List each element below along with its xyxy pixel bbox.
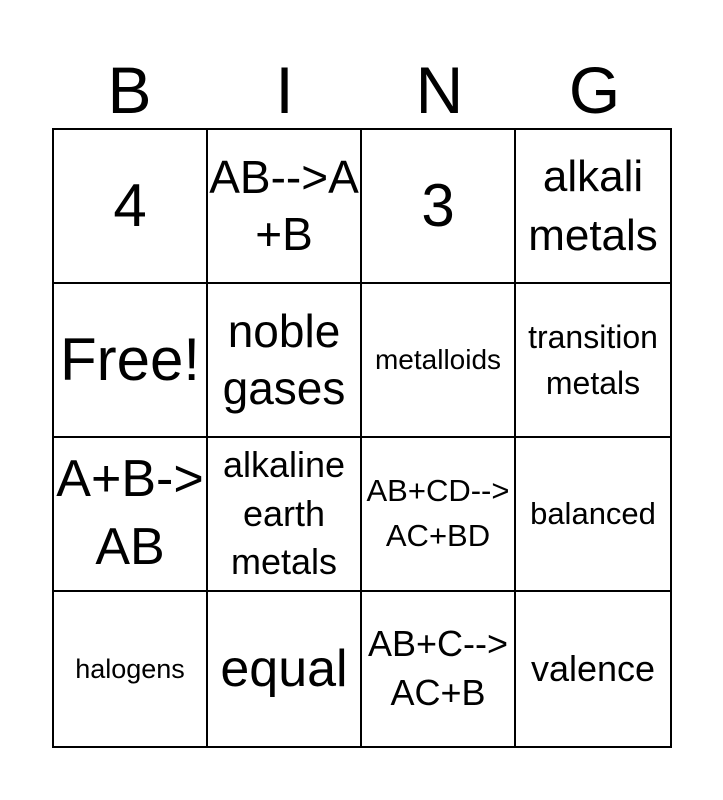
- cell-text: 4: [113, 172, 147, 240]
- bingo-cell-r2c1[interactable]: [54, 284, 208, 438]
- header-letter-g: G: [568, 53, 621, 127]
- cell-text: AB+C-->AC+B: [367, 623, 509, 713]
- cell-text: A+B->AB: [56, 450, 204, 576]
- cell-text: alkaline earth metals: [222, 444, 346, 583]
- cell-text: alkali metals: [528, 151, 658, 260]
- bingo-cell-r2c2[interactable]: [208, 284, 362, 438]
- bingo-header: [52, 52, 672, 128]
- bingo-cell-r4c1[interactable]: [54, 592, 208, 746]
- bingo-card-grid: [52, 128, 672, 748]
- bingo-cell-r1c3[interactable]: [362, 130, 516, 284]
- cell-text: AB-->A+B: [209, 150, 359, 260]
- cell-text: equal: [220, 639, 348, 698]
- cell-text: noble gases: [222, 304, 346, 414]
- bingo-cell-r1c1[interactable]: [54, 130, 208, 284]
- cell-text: 3: [421, 172, 455, 240]
- bingo-cell-r1c2[interactable]: [208, 130, 362, 284]
- bingo-cell-r4c3[interactable]: [362, 592, 516, 746]
- bingo-cell-r4c2[interactable]: [208, 592, 362, 746]
- cell-text: balanced: [530, 495, 656, 531]
- header-letter-i: I: [275, 53, 294, 127]
- bingo-cell-r2c3[interactable]: [362, 284, 516, 438]
- cell-text: halogens: [75, 653, 185, 684]
- header-letter-n: N: [415, 53, 464, 127]
- bingo-cell-r4c4[interactable]: [516, 592, 670, 746]
- bingo-cell-r1c4[interactable]: [516, 130, 670, 284]
- header-letter-b: B: [107, 53, 152, 127]
- bingo-cell-r3c1[interactable]: [54, 438, 208, 592]
- bingo-cell-r3c2[interactable]: [208, 438, 362, 592]
- bingo-cell-r2c4[interactable]: [516, 284, 670, 438]
- cell-text: AB+CD-->AC+BD: [366, 473, 510, 553]
- bingo-cell-r3c3[interactable]: [362, 438, 516, 592]
- cell-text: transition metals: [528, 318, 658, 401]
- cell-text: metalloids: [374, 344, 502, 376]
- free-space: Free!: [59, 326, 201, 394]
- bingo-cell-r3c4[interactable]: [516, 438, 670, 592]
- cell-text: valence: [530, 647, 656, 689]
